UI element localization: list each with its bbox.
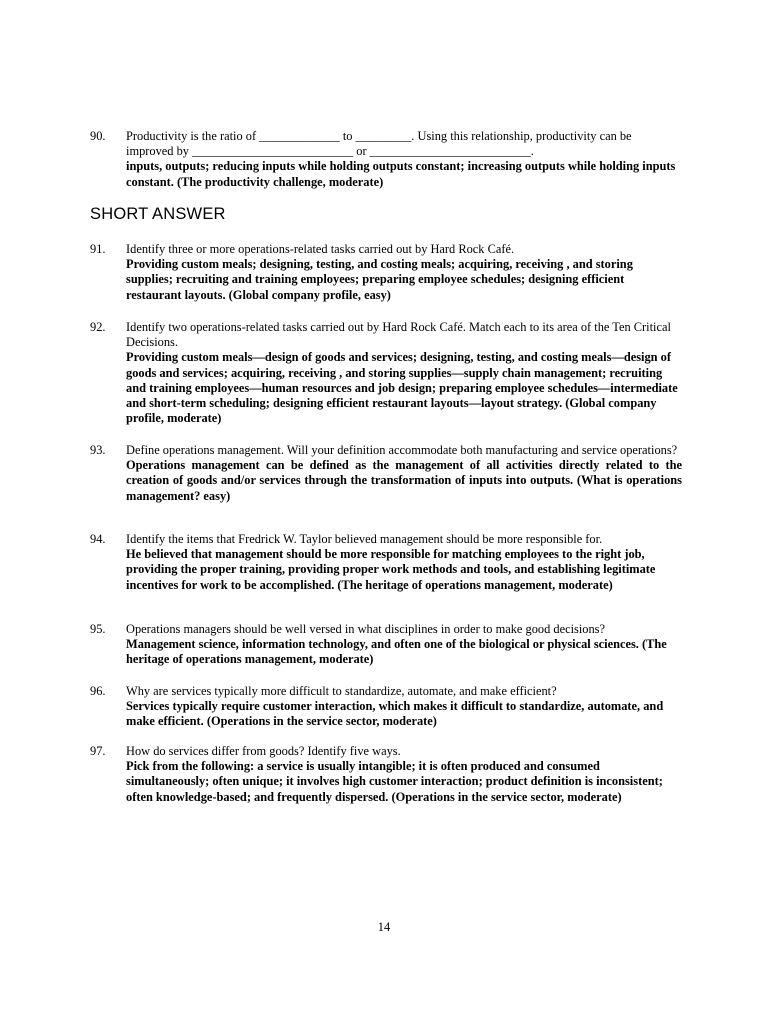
question-body: [126, 320, 682, 426]
answer-text: He believed that management should be more responsible for matching employees to the right job, providing the proper training, providing proper work methods and tools, and establishing legitimate incentives for work to be accomplished. (The heritage of operations management, moderate): [126, 547, 656, 592]
question-body: [126, 242, 682, 303]
section-heading: SHORT ANSWER: [90, 205, 226, 223]
question-body: [126, 532, 682, 593]
question-text: Operations managers should be well versed in what disciplines in order to make good decisions?: [126, 622, 605, 636]
question-number: 96.: [90, 684, 106, 698]
question-text: Identify the items that Fredrick W. Taylor believed management should be more responsible for.: [126, 532, 603, 546]
question-92: [90, 320, 682, 426]
question-number: 90.: [90, 129, 106, 143]
answer-text: Providing custom meals—design of goods and services; designing, testing, and costing meals—design of goods and services; acquiring, receiving , and storing supplies—supply chain management; recruiting and training employees—human resources and job design; preparing employee schedules—intermediate and short-term scheduling; designing efficient restaurant layouts—layout strategy. (Global company profile, moderate): [126, 350, 678, 426]
answer-text: Providing custom meals; designing, testing, and costing meals; acquiring, receiving , and storing supplies; recruiting and training employees; preparing employee schedules; designing efficient restaurant layouts. (Global company profile, easy): [126, 257, 633, 302]
question-body: [126, 622, 682, 668]
question-number: 95.: [90, 622, 106, 636]
question-94: [90, 532, 682, 593]
answer-text: Services typically require customer interaction, which makes it difficult to standardize, automate, and make efficient. (Operations in the service sector, moderate): [126, 699, 664, 729]
answer-text: Operations management can be defined as the management of all activities directly related to the creation of goods and/or services through the transformation of inputs into outputs. (What is operations management? easy): [126, 458, 682, 503]
answer-text: inputs, outputs; reducing inputs while holding outputs constant; increasing outputs while holding inputs constant. (The productivity challenge, moderate): [126, 159, 676, 189]
question-text: Productivity is the ratio of _____________ to _________. Using this relationship, productivity can be improved by __________________________ or __________________________.: [126, 129, 632, 159]
question-number: 93.: [90, 443, 106, 457]
question-number: 92.: [90, 320, 106, 334]
question-body: [126, 744, 682, 805]
question-96: [90, 684, 682, 730]
answer-text: Management science, information technology, and often one of the biological or physical sciences. (The heritage of operations management, moderate): [126, 637, 667, 667]
question-body: [126, 684, 682, 730]
question-body: [126, 129, 682, 190]
question-number: 91.: [90, 242, 106, 256]
page-number: 14: [377, 920, 391, 934]
question-90: [90, 129, 682, 190]
question-97: [90, 744, 682, 805]
question-91: [90, 242, 682, 303]
question-95: [90, 622, 682, 668]
question-text: Why are services typically more difficult to standardize, automate, and make efficient?: [126, 684, 557, 698]
question-text: Identify three or more operations-related tasks carried out by Hard Rock Café.: [126, 242, 515, 256]
question-text: Identify two operations-related tasks carried out by Hard Rock Café. Match each to its area of the Ten Critical Decisions.: [126, 320, 671, 350]
question-text: Define operations management. Will your definition accommodate both manufacturing and service operations?: [126, 443, 678, 457]
question-body: [126, 443, 682, 504]
question-number: 97.: [90, 744, 106, 758]
question-number: 94.: [90, 532, 106, 546]
question-text: How do services differ from goods? Identify five ways.: [126, 744, 401, 758]
question-93: [90, 443, 682, 504]
answer-text: Pick from the following: a service is usually intangible; it is often produced and consumed simultaneously; often unique; it involves high customer interaction; product definition is inconsistent; often knowledge-based; and frequently dispersed. (Operations in the service sector, moderate): [126, 759, 663, 804]
